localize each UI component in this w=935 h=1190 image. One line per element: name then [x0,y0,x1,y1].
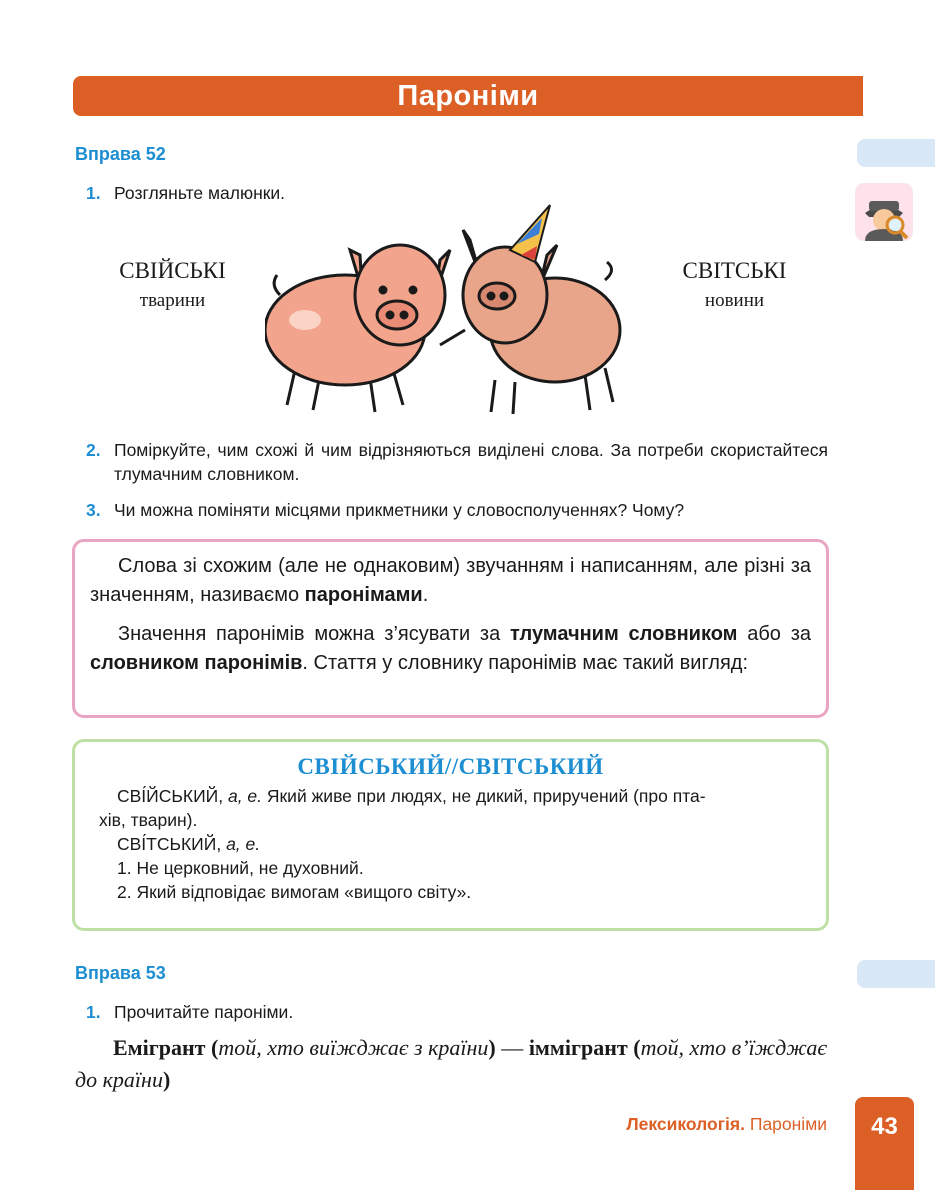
forms: а, е. [223,786,263,806]
rule-box [72,539,829,718]
rule-term: тлумачним словником [509,623,738,645]
right-phrase-noun: новини [704,290,765,311]
exercise-52-heading: Вправа 52 [75,144,166,164]
ex52-task-3 [86,498,828,522]
headword: СВІ́ТСЬКИЙ, [117,834,222,854]
rule-term: словником паронімів [90,652,303,674]
dictionary-title: СВІЙСЬКИЙ//СВІТСЬКИЙ [297,754,604,779]
right-phrase [662,258,807,312]
rule-paragraph-1 [90,552,811,610]
left-phrase-noun: тварини [139,290,206,311]
exercise-53-heading: Вправа 53 [75,963,166,983]
ex53-task-1 [86,1000,586,1024]
paronym-word: Емігрант [113,1035,206,1060]
rule-text: Значення паронімів можна з’ясувати за [118,623,510,645]
ex52-task-2 [86,438,828,486]
task-number: 1. [86,1002,101,1022]
task-text: Чи можна поміняти місцями прикметники у словосполученнях? Чому? [114,500,685,520]
dictionary-entry-1-cont: хів, тварин). [99,810,198,830]
left-phrase-adjective: СВІЙСЬКІ [119,258,226,283]
rule-text: Слова зі схожим (але не однаковим) звучанням і написанням, але різні за значенням, називаємо [90,555,811,606]
rule-term: паронімами [304,584,423,606]
dictionary-meaning-1: 1. Не церковний, не духовний. [117,858,364,878]
title-bar [73,76,863,116]
side-tab-exercise-52 [857,139,935,167]
dictionary-entry-box [72,739,829,931]
dictionary-entry-2 [99,832,802,856]
running-footer [626,1114,827,1135]
pigs-illustration [265,200,625,425]
rule-paragraph-2 [90,620,811,678]
task-number: 2. [86,440,101,460]
footer-section: Лексикологія. [626,1114,745,1134]
right-phrase-adjective: СВІТСЬКІ [682,258,787,283]
page-title: Пароніми [397,80,539,112]
side-tab-exercise-53 [857,960,935,988]
footer-topic: Пароніми [749,1114,827,1134]
rule-text: . Стаття у словнику паронімів має такий вигляд: [302,652,749,674]
page-number: 43 [855,1097,914,1190]
task-number: 3. [86,500,101,520]
paronym-pair: Емігрант (той, хто виїжджає з країни) — іммігрант (той, хто в’їжджає до країни) [75,1035,828,1092]
forms: а, е. [221,834,261,854]
paronym-definition: той, хто в’їжджає до країни [75,1035,828,1092]
left-phrase [100,258,245,312]
rule-text: . [422,584,429,606]
rule-text: або за [737,623,811,645]
paronym-word: іммігрант [528,1035,628,1060]
detective-icon [855,183,913,241]
headword: СВІ́ЙСЬКИЙ, [117,786,224,806]
paronym-definition: той, хто виїжджає з країни [218,1035,489,1060]
task-text: Прочитайте пароніми. [114,1002,294,1022]
task-text: Розгляньте малюнки. [114,183,286,203]
task-text: Поміркуйте, чим схожі й чим відрізняються виділені слова. За потреби скористайтеся тлумачним словником. [114,440,828,484]
dictionary-meaning-2: 2. Який відповідає вимогам «вищого світу». [117,882,472,902]
task-number: 1. [86,183,101,203]
definition: Який живе при людях, не дикий, приручений (про пта- [262,786,706,806]
dash: — [495,1035,529,1060]
dictionary-entry-1 [99,784,802,808]
